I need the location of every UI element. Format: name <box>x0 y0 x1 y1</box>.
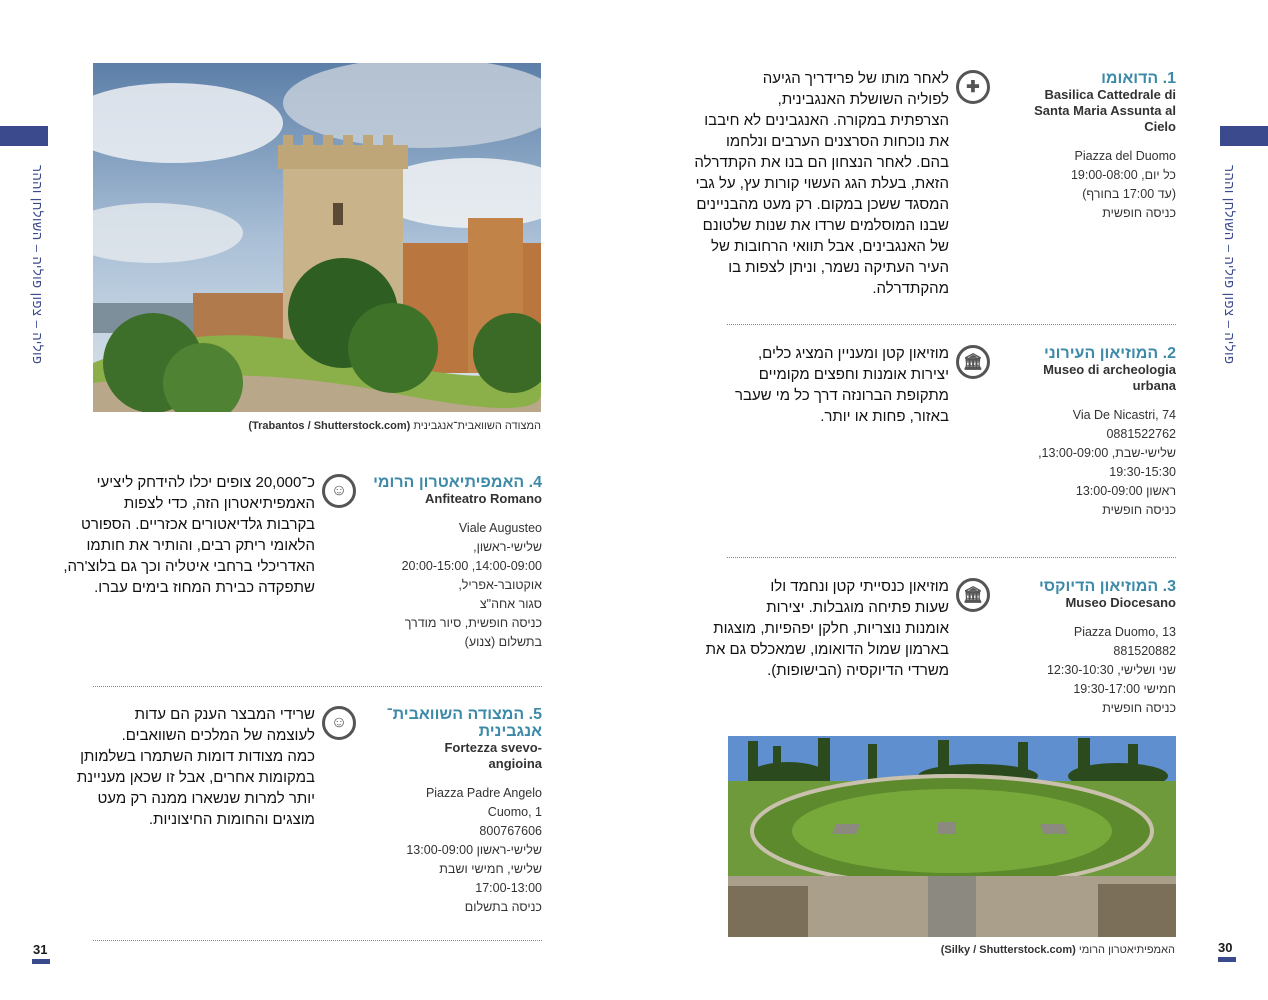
body-line: לאחר מותו של פרידריך הגיעה <box>762 70 949 87</box>
body-line: מהקתדרלה. <box>872 280 949 297</box>
body-line: יצירות אומנות וחפצים מקומיים <box>758 366 949 383</box>
detail-line: סגור אחה"צ <box>479 597 542 611</box>
entry-details <box>996 623 1176 718</box>
body-line: משרדי הדיוקסיה (הבישופות). <box>767 662 949 679</box>
body-line: אומנות נוצריות, חלקן יפהפיות, מוצגות <box>713 620 949 637</box>
entry-description <box>63 472 315 598</box>
caption-credit: (Silky / Shutterstock.com) <box>940 944 1076 956</box>
detail-line: כל יום, 19:00-08:00 <box>1070 168 1176 182</box>
amphitheater-illustration <box>728 736 1176 937</box>
entry-details <box>996 147 1176 223</box>
running-header: פוליה – צפון פוליה – השולחן וההר <box>30 165 45 365</box>
detail-line: Piazza Padre Angelo <box>425 786 542 800</box>
entry-title: 4. האמפיתיאטרון הרומי <box>373 474 542 491</box>
body-line: את נוכחות הסרצנים הערבים ונלחמו <box>725 133 949 150</box>
body-line: באזור, פחות או יותר. <box>820 408 949 425</box>
body-line: שבנו המוסלמים שרדו את שנות שלטונם <box>702 217 949 234</box>
detail-line: כניסה חופשית, סיור מודרך <box>404 616 542 630</box>
entry-title-cont: אנגבינית <box>478 723 542 740</box>
entry-latin-name-cont: Santa Maria Assunta al <box>1034 103 1176 118</box>
detail-line: 17:00-13:00 <box>475 881 542 895</box>
detail-line: 14:00-09:00, 20:00-15:00 <box>401 559 542 573</box>
side-tab-marker <box>1220 126 1268 146</box>
side-tab-marker <box>0 126 48 146</box>
body-line: שעות פתיחה מוגבלות. יצירות <box>766 599 949 616</box>
section-divider <box>93 686 542 687</box>
body-line: האמפיתיאטרון הזה, כדי לצפות <box>123 495 315 512</box>
fortress-illustration <box>93 63 541 412</box>
photo-caption <box>941 944 1175 956</box>
running-header: פוליה – צפון פוליה – השולחן וההר <box>1222 165 1237 365</box>
theater-masks-icon: ☺ <box>322 706 356 740</box>
church-cross-icon: ✚ <box>956 70 990 104</box>
detail-line: 881520882 <box>1113 644 1176 658</box>
detail-line: חמישי 19:30-17:00 <box>1073 682 1176 696</box>
museum-icon: 🏛 <box>956 578 990 612</box>
detail-line: שלישי-שבת, 13:00-09:00, <box>1038 446 1176 460</box>
entry-description <box>705 576 949 681</box>
detail-line: ראשון 13:00-09:00 <box>1075 484 1176 498</box>
entry-latin-name: Anfiteatro Romano <box>425 491 542 506</box>
entry-latin-name: Fortezza svevo- <box>444 740 542 755</box>
entry-details <box>362 784 542 917</box>
amphitheater-photo <box>728 736 1176 937</box>
body-line: שרידי המבצר הענק הם עדות <box>134 706 315 723</box>
entry-latin-name-cont: angioina <box>488 756 542 771</box>
detail-line: כניסה בתשלום <box>464 900 542 914</box>
body-line: המסגד ששכן במקום. רק מעט מהבניינים <box>696 196 949 213</box>
body-line: לפוליה השושלת האנגבינית, <box>777 91 949 108</box>
page-number: 31 <box>33 942 48 957</box>
body-line: הזאת, בעלת הגג העשוי קורות עץ, על גבי <box>695 175 949 192</box>
museum-icon: 🏛 <box>956 345 990 379</box>
detail-line: בתשלום (צנוע) <box>464 635 542 649</box>
detail-line: שני ושלישי, 12:30-10:30 <box>1046 663 1176 677</box>
body-line: העיר העתיקה נשמר, וניתן לצפות בו <box>728 259 949 276</box>
detail-line: 800767606 <box>479 824 542 838</box>
detail-line: Piazza Duomo, 13 <box>1073 625 1176 639</box>
body-line: שתפקדה כבירת המחוז בימים עברו. <box>94 579 315 596</box>
page-number-marker <box>32 959 50 964</box>
body-line: של האנגבינים, אבל תוואי הרחובות של <box>711 238 949 255</box>
body-line: לעוצמה של המלכים השוואבים. <box>121 727 315 744</box>
body-line: הלאומי ריתק רבים, והותיר את חותמו <box>86 537 315 554</box>
detail-line: 19:30-15:30 <box>1109 465 1176 479</box>
entry-title: 5. המצודה השוואבית־ <box>386 706 542 723</box>
entry-details <box>996 406 1176 520</box>
entry-latin-name-cont: urbana <box>1132 378 1176 393</box>
body-line: כמה מצודות דומות השתמרו בשלמותן <box>80 748 315 765</box>
photo-caption <box>248 420 541 432</box>
body-line: בקרבות גלדיאטורים אכזריים. הספורט <box>81 516 315 533</box>
entry-description <box>694 68 949 299</box>
body-line: יותר למרות שנשארו ממנה רק מעט <box>97 790 315 807</box>
body-line: כ־20,000 צופים יכלו להידחק ליציעי <box>96 474 315 491</box>
detail-line: 0881522762 <box>1106 427 1176 441</box>
detail-line: Via De Nicastri, 74 <box>1072 408 1176 422</box>
body-line: מוזיאון קטן ומעניין המציג כלים, <box>757 345 949 362</box>
entry-details <box>370 519 542 652</box>
body-line: מתקופת הברונזה דרך כל מי שעבר <box>734 387 949 404</box>
caption-text: המצודה השוואבית־אנגבינית <box>413 420 541 432</box>
section-divider <box>93 940 542 941</box>
body-line: מוצגים והחומות החיצוניות. <box>148 811 315 828</box>
detail-line: שלישי-ראשון 13:00-09:00 <box>406 843 542 857</box>
body-line: בהם. לאחר הנצחון הם בנו את הקתדרלה <box>694 154 949 171</box>
fortress-photo <box>93 63 541 412</box>
body-line: במקומות אחרים, אבל זו שכאן מעניינת <box>76 769 315 786</box>
page-number: 30 <box>1218 940 1233 955</box>
entry-info <box>996 345 1176 520</box>
entry-description <box>76 704 315 830</box>
entry-info <box>370 474 542 652</box>
caption-text: האמפיתיאטרון הרומי <box>1078 944 1175 956</box>
detail-line: Viale Augusteo <box>458 521 542 535</box>
entry-latin-name-cont: Cielo <box>1144 119 1176 134</box>
section-divider <box>727 324 1176 325</box>
detail-line: אוקטובר-אפריל, <box>458 578 542 592</box>
detail-line: שלישי-ראשון, <box>473 540 542 554</box>
entry-latin-name: Basilica Cattedrale di <box>1044 87 1176 102</box>
entry-title: 3. המוזיאון הדיוקסי <box>1039 578 1176 595</box>
detail-line: (עד 17:00 בחורף) <box>1082 187 1176 201</box>
body-line: בארמון שמול הדואומו, שמאכלס גם את <box>705 641 949 658</box>
theater-masks-icon: ☺ <box>322 474 356 508</box>
entry-info <box>362 706 542 917</box>
entry-title: 2. המוזיאון העירוני <box>1043 345 1176 362</box>
right-page <box>634 0 1268 1000</box>
detail-line: Cuomo, 1 <box>487 805 542 819</box>
detail-line: כניסה חופשית <box>1102 206 1176 220</box>
entry-info <box>996 70 1176 223</box>
detail-line: Piazza del Duomo <box>1074 149 1176 163</box>
body-line: האדריכלי ברחבי איטליה וכך גם בלוצ'רה, <box>63 558 315 575</box>
detail-line: שלישי, חמישי ושבת <box>439 862 542 876</box>
entry-latin-name: Museo Diocesano <box>1065 595 1176 610</box>
entry-latin-name: Museo di archeologia <box>1043 362 1176 377</box>
entry-title: 1. הדואומו <box>1101 70 1176 87</box>
detail-line: כניסה חופשית <box>1102 701 1176 715</box>
body-line: מוזיאון כנסייתי קטן ונחמד ולו <box>770 578 949 595</box>
section-divider <box>727 557 1176 558</box>
body-line: הצרפתית במקורה. האנגבינים לא חיבבו <box>704 112 949 129</box>
entry-description <box>727 343 949 427</box>
caption-credit: (Trabantos / Shutterstock.com) <box>248 420 411 432</box>
entry-info <box>996 578 1176 718</box>
detail-line: כניסה חופשית <box>1102 503 1176 517</box>
page-number-marker <box>1218 957 1236 962</box>
